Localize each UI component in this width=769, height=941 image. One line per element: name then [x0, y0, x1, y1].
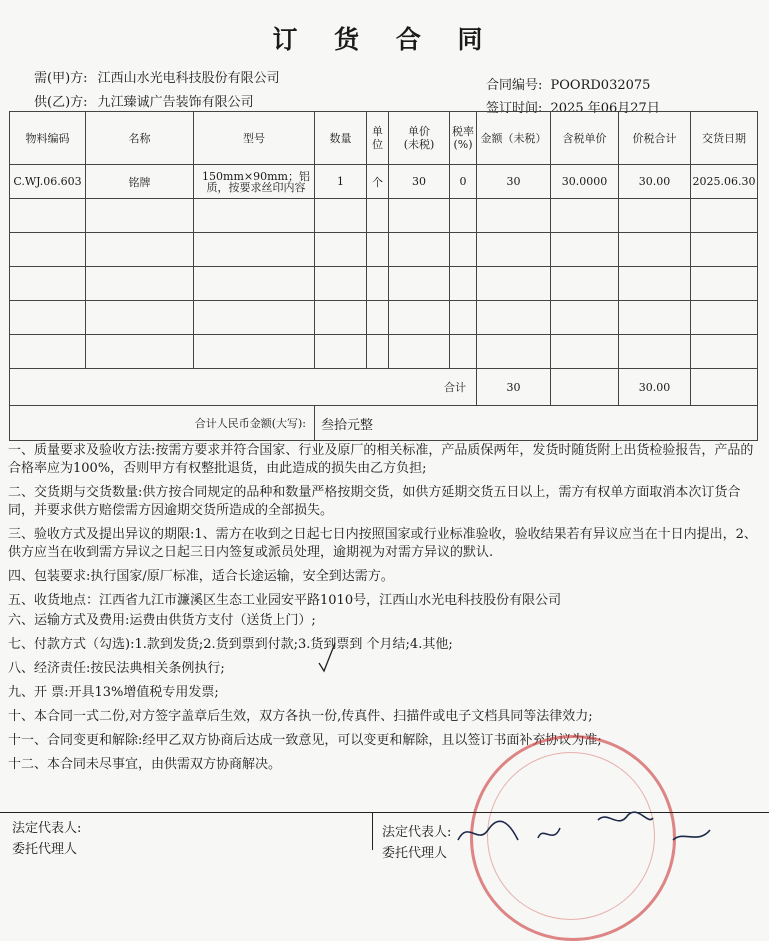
supplier-name: 九江臻诚广告装饰有限公司 [97, 95, 254, 110]
empty-row [10, 199, 758, 233]
empty-row [10, 233, 758, 267]
total-amount: 30 [477, 369, 551, 406]
cell-total: 30.00 [619, 165, 691, 199]
clause-9: 九、开 票:开具13%增值税专用发票; [8, 685, 219, 700]
cell-unit-price: 30 [389, 165, 450, 199]
supplier-line [34, 91, 254, 110]
empty-row [10, 267, 758, 301]
clause-3: 三、验收方式及提出异议的期限:1、需方在收到之日起七日内按照国家或行业标准验收，验收结果若有异议应当在十日内提出，2、供方应当在收到需方异议之日起三日内签复或派员处理，逾期视为对需方异议的默认. [8, 527, 757, 560]
clause-10: 十、本合同一式二份,对方签字盖章后生效，双方各执一份,传真件、扫描件或电子文档具同等法律效力; [8, 709, 593, 724]
clause-11: 十一、合同变更和解除:经甲乙双方协商后达成一致意见，可以变更和解除，且以签订书面补充协议为准; [8, 733, 602, 748]
col-header: 税率 (%) [450, 112, 477, 165]
buyer-label: 需(甲)方: [34, 71, 88, 86]
clause-6: 六、运输方式及费用:运费由供货方支付（送货上门）; [8, 613, 316, 628]
col-header: 型号 [194, 112, 315, 165]
table-header-row [10, 112, 758, 165]
table-row [10, 165, 758, 199]
clause-2: 二、交货期与交货数量:供方按合同规定的品种和数量严格按期交货，如供方延期交货五日以上，需方有权单方面取消本次订货合同，并要求供方赔偿需方因逾期交货所造成的全部损失。 [8, 485, 741, 518]
right-agent: 委托代理人 [382, 846, 448, 861]
empty-row [10, 301, 758, 335]
words-value: 叁拾元整 [315, 406, 758, 441]
col-header: 价税合计 [619, 112, 691, 165]
buyer-line [34, 67, 280, 86]
clause-7: 七、付款方式（勾选):1.款到发货;2.货到票到付款;3.货到票到 个月结;4.其他; [8, 637, 453, 652]
cell-material-code: C.WJ.06.603 [10, 165, 86, 199]
buyer-name: 江西山水光电科技股份有限公司 [97, 71, 280, 86]
cell-model: 150mm×90mm；铝质，按要求丝印内容 [194, 165, 315, 199]
checkmark-icon [318, 641, 336, 675]
clause-1: 一、质量要求及验收方法:按需方要求并符合国家、行业及原厂的相关标准，产品质保两年，发货时随货附上出货检验报告，产品的合格率应为100%，否则甲方有权整批退货，由此造成的损失由乙方负担; [8, 443, 754, 476]
contract-no-label: 合同编号: [486, 78, 543, 93]
clause-12: 十二、本合同未尽事宜，由供需双方协商解决。 [8, 757, 282, 772]
cell-tax-rate: 0 [450, 165, 477, 199]
clause-5: 五、收货地点：江西省九江市濂溪区生态工业园安平路1010号，江西山水光电科技股份有限公司 [8, 593, 562, 608]
cell-unit: 个 [367, 165, 389, 199]
amount-in-words-row [10, 406, 758, 441]
contract-no-line [486, 74, 650, 93]
sign-date-label: 签订时间: [486, 101, 543, 116]
empty-row [10, 335, 758, 369]
right-legal-rep: 法定代表人: [382, 825, 452, 840]
col-header: 含税单价 [551, 112, 619, 165]
document-title: 订 货 合 同 [272, 25, 497, 54]
total-label: 合计 [10, 369, 477, 406]
col-header: 金额（未税） [477, 112, 551, 165]
supplier-label: 供(乙)方: [34, 95, 88, 110]
col-header: 物料编码 [10, 112, 86, 165]
cell-delivery-date: 2025.06.30 [691, 165, 758, 199]
cell-name: 铭牌 [86, 165, 194, 199]
clause-4: 四、包装要求:执行国家/原厂标准，适合长途运输，安全到达需方。 [8, 569, 394, 584]
clause-8: 八、经济责任:按民法典相关条例执行; [8, 661, 225, 676]
col-header: 单价 (未税) [389, 112, 450, 165]
col-header: 交货日期 [691, 112, 758, 165]
col-header: 名称 [86, 112, 194, 165]
contract-no-value: POORD032075 [550, 78, 651, 93]
total-row [10, 369, 758, 406]
cell-quantity: 1 [315, 165, 367, 199]
handwritten-signature [448, 800, 748, 850]
sign-date-value: 2025 年06月27日 [550, 101, 660, 116]
total-with-tax: 30.00 [619, 369, 691, 406]
cell-amount: 30 [477, 165, 551, 199]
contract-clauses [8, 442, 758, 774]
cell-tax-unit-price: 30.0000 [551, 165, 619, 199]
signature-column-divider [372, 812, 373, 850]
col-header: 数量 [315, 112, 367, 165]
col-header: 单位 [367, 112, 389, 165]
left-agent: 委托代理人 [12, 842, 78, 857]
words-label: 合计人民币金额(大写): [10, 406, 315, 441]
left-legal-rep: 法定代表人: [12, 821, 82, 836]
order-table [9, 111, 758, 441]
